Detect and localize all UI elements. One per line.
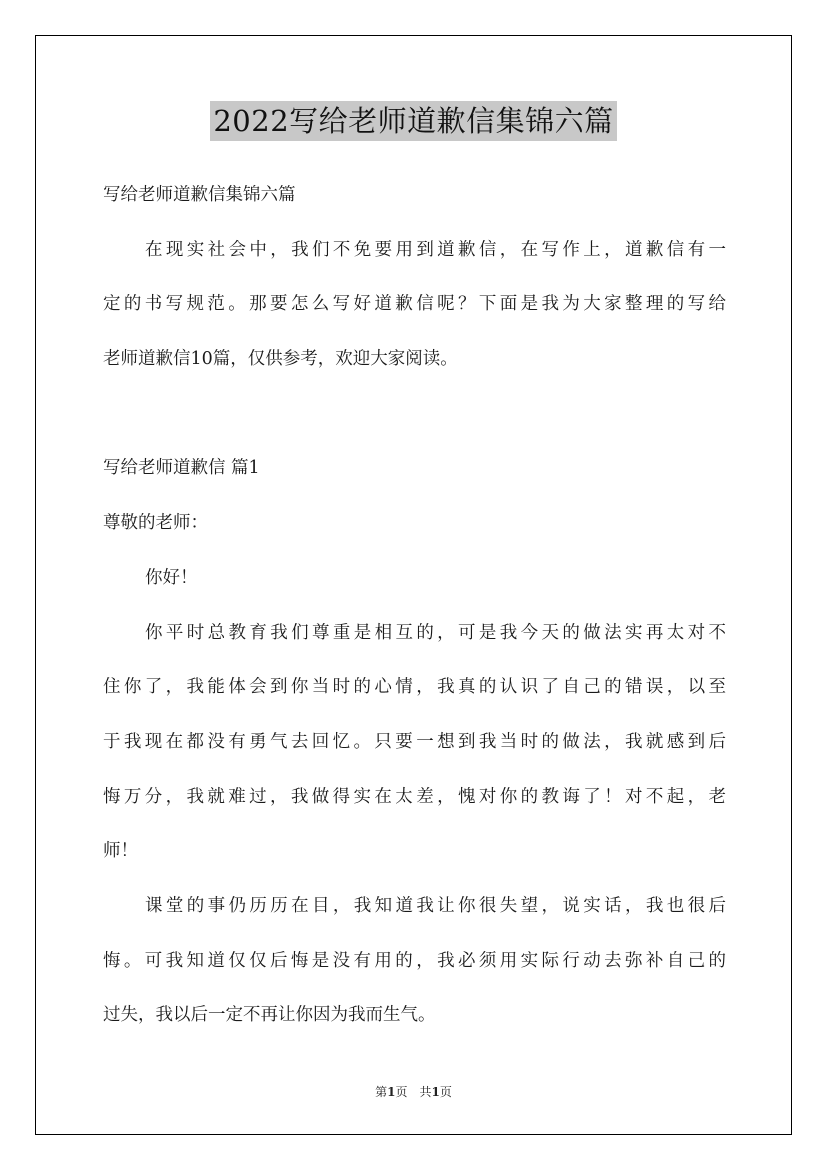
document-body	[103, 168, 726, 1043]
intro-line-1: 在现实社会中，我们不免要用到道歉信，在写作上，道歉信有一	[145, 239, 726, 260]
letter-paragraph-2	[103, 879, 726, 1043]
paragraph1-line-5: 师！	[103, 841, 138, 862]
footer-page-number: 1	[387, 1085, 396, 1099]
footer-page-suffix: 页	[395, 1085, 408, 1099]
paragraph2-line-2: 悔。可我知道仅仅后悔是没有用的，我必须用实际行动去弥补自己的	[103, 950, 726, 971]
greeting: 你好！	[145, 567, 198, 588]
spacer	[103, 387, 726, 442]
letter-paragraph-1	[103, 606, 726, 879]
paragraph1-line-2: 住你了，我能体会到你当时的心情，我真的认识了自己的错误，以至	[103, 677, 726, 698]
section-heading: 写给老师道歉信 篇1	[103, 458, 260, 479]
paragraph1-line-1: 你平时总教育我们尊重是相互的，可是我今天的做法实再太对不	[145, 622, 726, 643]
salutation: 尊敬的老师：	[103, 513, 208, 534]
paragraph1-line-4: 悔万分，我就难过，我做得实在太差，愧对你的教诲了！对不起，老	[103, 786, 726, 807]
paragraph1-line-3: 于我现在都没有勇气去回忆。只要一想到我当时的做法，我就感到后	[103, 731, 726, 752]
footer-total-suffix: 页	[439, 1085, 452, 1099]
page-footer	[0, 1082, 827, 1102]
intro-line-3: 老师道歉信10篇，仅供参考，欢迎大家阅读。	[103, 349, 458, 370]
intro-line-2: 定的书写规范。那要怎么写好道歉信呢？下面是我为大家整理的写给	[103, 294, 726, 315]
title-container	[0, 101, 827, 141]
paragraph2-line-3: 过失，我以后一定不再让你因为我而生气。	[103, 1005, 436, 1026]
footer-page-prefix: 第	[375, 1085, 388, 1099]
document-title: 2022写给老师道歉信集锦六篇	[210, 101, 616, 141]
intro-paragraph	[103, 223, 726, 387]
footer-total-prefix: 共	[419, 1085, 432, 1099]
footer-total-pages: 1	[431, 1085, 440, 1099]
paragraph2-line-1: 课堂的事仍历历在目，我知道我让你很失望，说实话，我也很后	[145, 895, 726, 916]
document-subtitle: 写给老师道歉信集锦六篇	[103, 185, 296, 205]
